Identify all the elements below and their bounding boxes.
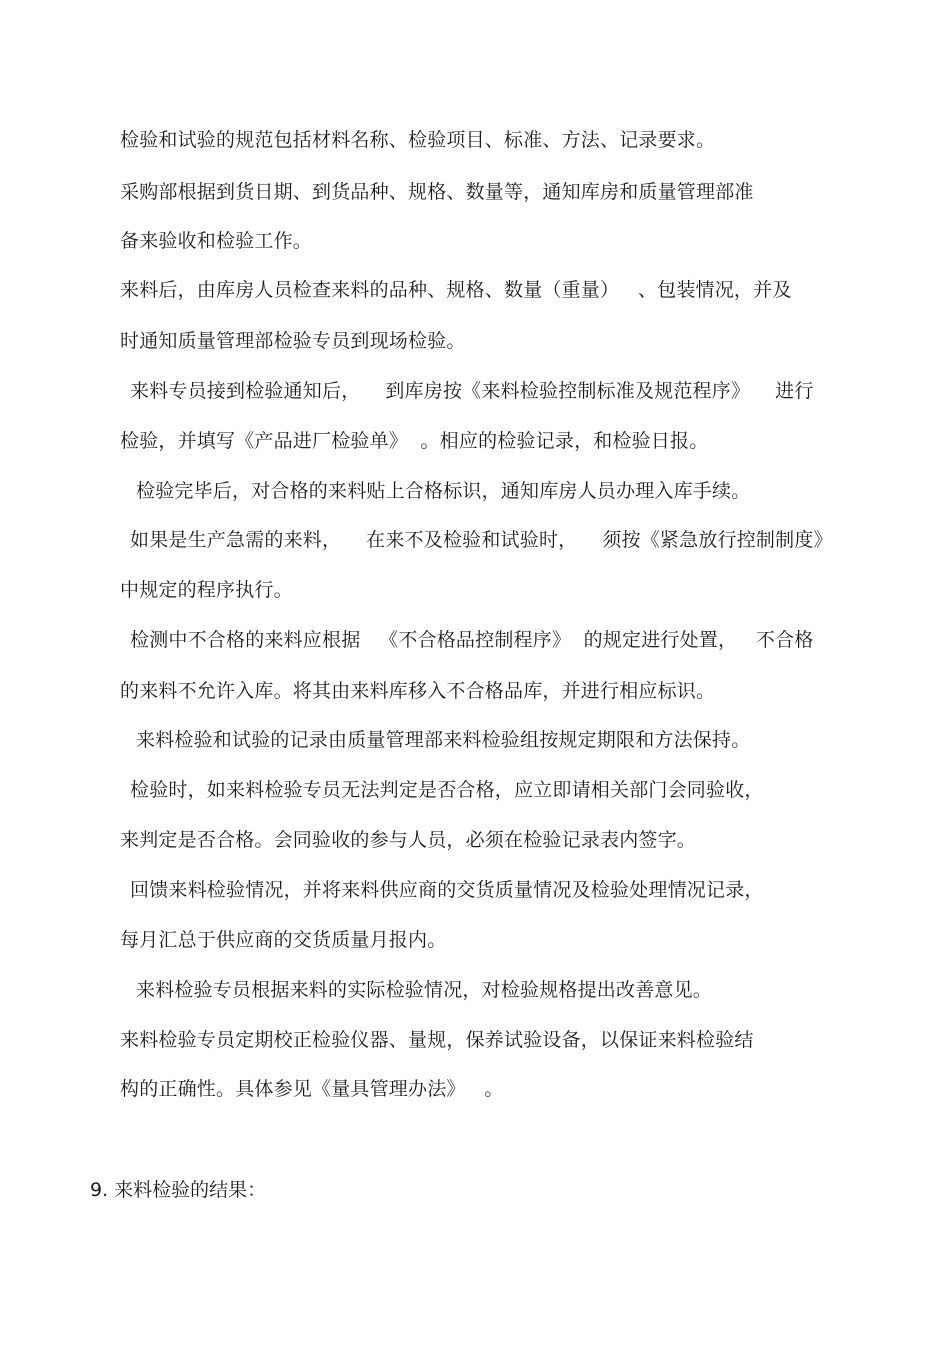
- paragraph-line: 每月汇总于供应商的交货质量月报内。: [120, 929, 447, 951]
- paragraph-line: 检验和试验的规范包括材料名称、检验项目、标准、方法、记录要求。: [120, 129, 716, 151]
- paragraph-line: 中规定的程序执行。: [120, 579, 293, 601]
- paragraph-line: 来料检验和试验的记录由质量管理部来料检验组按规定期限和方法保持。: [136, 729, 751, 751]
- paragraph-line: 来料后，由库房人员检查来料的品种、规格、数量（重量） 、包装情况，并及: [120, 279, 792, 301]
- section-heading: 9. 来料检验的结果：: [90, 1179, 267, 1201]
- paragraph-line: 来料检验专员定期校正检验仪器、量规，保养试验设备，以保证来料检验结: [120, 1029, 754, 1051]
- paragraph-line: 如果是生产急需的来料， 在来不及检验和试验时， 须按《紧急放行控制制度》: [130, 529, 833, 551]
- paragraph-line: 检验时，如来料检验专员无法判定是否合格，应立即请相关部门会同验收，: [130, 779, 764, 801]
- paragraph-line: 的来料不允许入库。将其由来料库移入不合格品库，并进行相应标识。: [120, 680, 716, 702]
- paragraph-line: 回馈来料检验情况，并将来料供应商的交货质量情况及检验处理情况记录，: [130, 879, 764, 901]
- paragraph-line: 构的正确性。具体参见《量具管理办法》 。: [120, 1078, 504, 1100]
- paragraph-line: 备来验收和检验工作。: [120, 230, 313, 252]
- paragraph-line: 来判定是否合格。会同验收的参与人员，必须在检验记录表内签字。: [120, 829, 697, 851]
- paragraph-line: 检验，并填写《产品进厂检验单》 。相应的检验记录，和检验日报。: [120, 430, 709, 452]
- paragraph-line: 检测中不合格的来料应根据 《不合格品控制程序》 的规定进行处置， 不合格: [130, 629, 814, 651]
- paragraph-line: 时通知质量管理部检验专员到现场检验。: [120, 330, 466, 352]
- paragraph-line: 来料检验专员根据来料的实际检验情况，对检验规格提出改善意见。: [136, 979, 713, 1001]
- paragraph-line: 来料专员接到检验通知后， 到库房按《来料检验控制标准及规范程序》 进行: [130, 380, 814, 402]
- paragraph-line: 检验完毕后，对合格的来料贴上合格标识，通知库房人员办理入库手续。: [136, 480, 751, 502]
- paragraph-line: 采购部根据到货日期、到货品种、规格、数量等，通知库房和质量管理部准: [120, 181, 754, 203]
